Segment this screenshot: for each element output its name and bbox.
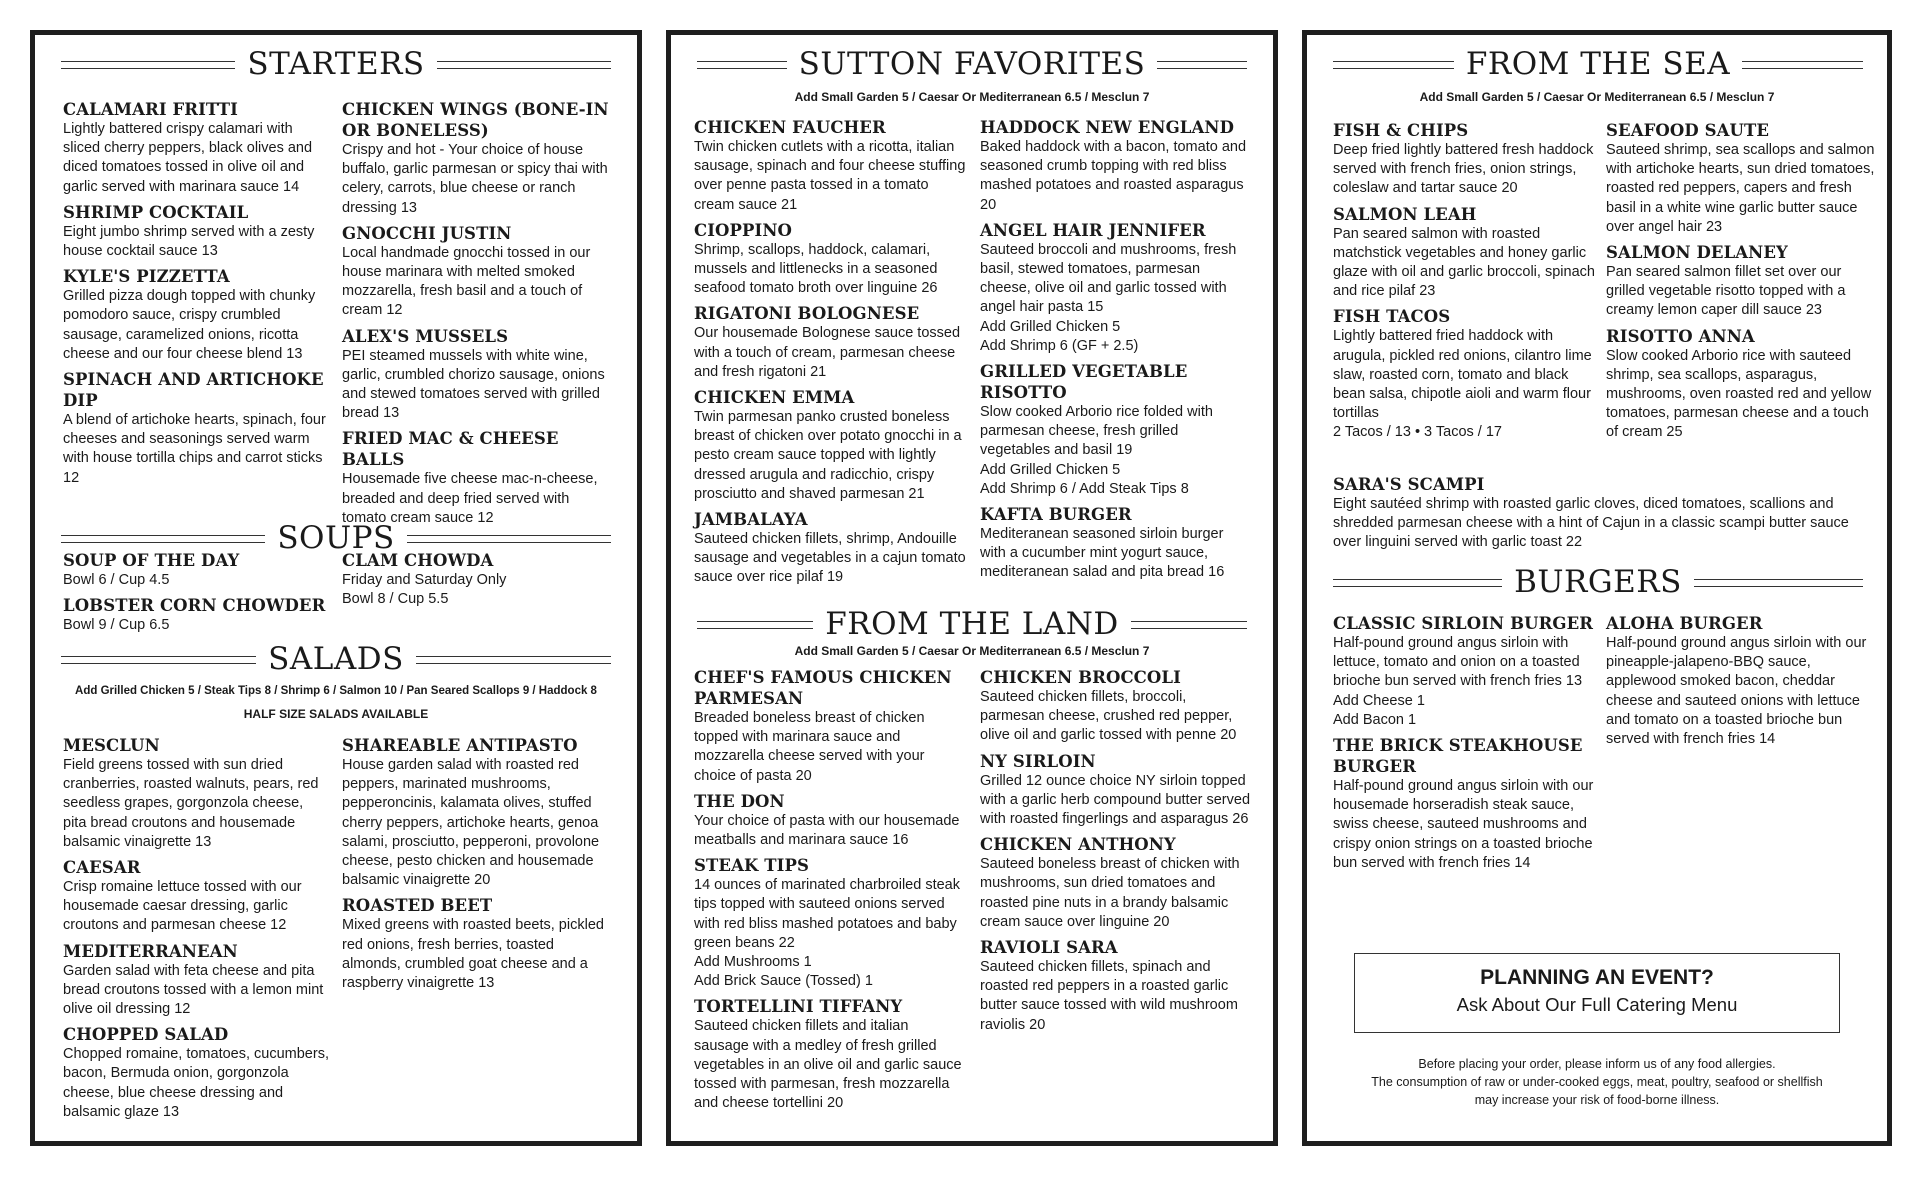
menu-item	[63, 266, 329, 364]
item-desc: Mediteranean seasoned sirloin burger with a cucumber mint yogurt sauce, mediteranean salad and pita bread 16	[980, 526, 1225, 581]
soups-left-column	[63, 550, 329, 640]
menu-item	[63, 202, 329, 261]
item-name: ANGEL HAIR JENNIFER	[980, 220, 1206, 240]
menu-item	[342, 223, 614, 321]
menu-item	[694, 117, 966, 215]
item-desc: 14 ounces of marinated charbroiled steak tips topped with sauteed onions served with red bliss mashed potatoes and baby green beans 22	[694, 877, 960, 951]
disclaimer-line: may increase your risk of food-borne illness.	[1474, 1093, 1720, 1107]
item-desc: Slow cooked Arborio rice with sauteed shrimp, sea scallops, asparagus, mushrooms, oven roasted red and yellow tomatoes, parmesan cheese and a touch of cream 25	[1606, 347, 1872, 441]
menu-item	[63, 595, 329, 635]
item-name: CHICKEN FAUCHER	[694, 118, 886, 137]
item-name: THE DON	[694, 791, 785, 811]
item-desc: Deep fried lightly battered fresh haddock served with french fries, onion strings, coleslaw and tartar sauce 20	[1333, 142, 1594, 197]
item-addon: 2 Tacos / 13 • 3 Tacos / 17	[1333, 424, 1502, 441]
item-addon: Add Grilled Chicken 5	[980, 318, 1121, 335]
item-desc: Half-pound ground angus sirloin with our housemade horseradish steak sauce, swiss cheese, sauteed mushrooms and crispy onion strings on a toasted brioche bun served with french fries 14	[1333, 778, 1594, 871]
item-name: FRIED MAC & CHEESE BALLS	[342, 429, 559, 470]
menu-item	[980, 751, 1252, 830]
item-desc: Sauteed chicken fillets, spinach and roasted red peppers in a roasted garlic butter sauce tossed with wild mushroom raviolis 20	[980, 959, 1238, 1033]
menu-item	[1333, 613, 1603, 730]
item-name: SHRIMP COCKTAIL	[63, 202, 249, 222]
menu-item	[1606, 613, 1876, 749]
item-name: SALMON DELANEY	[1606, 243, 1788, 263]
menu-item	[980, 220, 1252, 356]
menu-item	[342, 428, 614, 528]
disclaimer-line: The consumption of raw or under-cooked eggs, meat, poultry, seafood or shellfish	[1371, 1075, 1823, 1089]
menu-item	[1606, 242, 1876, 321]
menu-item	[342, 735, 614, 890]
item-desc: Eight sautéed shrimp with roasted garlic cloves, diced tomatoes, scallions and shredded parmesan cheese with a hint of Cajun in a classic scampi butter sauce over linguini served with garlic toast 22	[1333, 496, 1849, 551]
item-desc: Pan seared salmon with roasted matchstick vegetables and honey garlic glaze with oil and garlic broccoli, spinach and rice pilaf 23	[1333, 225, 1595, 300]
section-header-salads	[61, 641, 611, 677]
item-name: SOUP OF THE DAY	[63, 551, 240, 570]
sea-left-column	[1333, 120, 1603, 448]
menu-item	[342, 550, 614, 609]
favorites-addons: Add Small Garden 5 / Caesar Or Mediterranean 6.5 / Mesclun 7	[794, 90, 1150, 104]
item-name: JAMBALAYA	[694, 510, 808, 530]
salads-right-column	[342, 735, 614, 998]
item-desc: Half-pound ground angus sirloin with lettuce, tomato and onion on a toasted brioche bun served with french fries 13	[1333, 635, 1583, 690]
section-title: FROM THE LAND	[825, 606, 1119, 642]
menu-item	[980, 504, 1252, 583]
item-name: MEDITERRANEAN	[63, 941, 238, 961]
item-desc: Mixed greens with roasted beets, pickled red onions, fresh berries, toasted almonds, crumbled goat cheese and a raspberry vinaigrette 13	[342, 917, 604, 992]
land-addons: Add Small Garden 5 / Caesar Or Mediterranean 6.5 / Mesclun 7	[794, 644, 1150, 658]
item-name: RIGATONI BOLOGNESE	[694, 304, 920, 324]
item-name: GNOCCHI JUSTIN	[342, 223, 512, 243]
item-desc: A blend of artichoke hearts, spinach, four cheeses and seasonings served warm with house tortilla chips and carrot sticks 12	[63, 412, 326, 486]
allergy-disclaimer	[1317, 1055, 1877, 1109]
item-desc: PEI steamed mussels with white wine, garlic, crumbled chorizo sausage, onions and stewed tomatoes served with grilled bread 13	[342, 347, 605, 422]
item-name: GRILLED VEGETABLE RISOTTO	[980, 362, 1188, 403]
item-addon: Add Shrimp 6 (GF + 2.5)	[980, 337, 1139, 354]
item-name: RISOTTO ANNA	[1606, 326, 1755, 346]
menu-item	[63, 941, 329, 1020]
item-desc: Bowl 6 / Cup 4.5	[63, 572, 170, 588]
item-name: SEAFOOD SAUTE	[1606, 121, 1770, 140]
menu-item	[63, 735, 329, 852]
menu-item	[980, 361, 1252, 499]
item-desc: House garden salad with roasted red peppers, marinated mushrooms, pepperoncinis, kalamata olives, stuffed cherry peppers, artichoke hearts, genoa salami, prosciutto, pepperoni, provolone cheese, pesto chicken and housemade balsamic vinaigrette 20	[342, 757, 600, 889]
item-addon: Add Shrimp 6 / Add Steak Tips 8	[980, 480, 1189, 497]
item-desc: Crispy and hot - Your choice of house buffalo, garlic parmesan or spicy thai with celery, carrots, blue cheese or ranch dressing 13	[342, 142, 608, 216]
burgers-left-column	[1333, 613, 1603, 878]
menu-item	[694, 509, 966, 588]
item-addon: Add Cheese 1	[1333, 692, 1425, 709]
item-name: SARA'S SCAMPI	[1333, 475, 1485, 494]
section-title: BURGERS	[1514, 564, 1682, 600]
menu-item	[63, 1024, 329, 1122]
item-addon: Bowl 8 / Cup 5.5	[342, 591, 449, 608]
soups-right-column	[342, 550, 614, 614]
catering-callout	[1354, 953, 1840, 1033]
item-desc: Grilled pizza dough topped with chunky pomodoro sauce, crispy crumbled sausage, caramelized onions, ricotta cheese and our four cheese blend 13	[63, 288, 316, 362]
item-name: FISH TACOS	[1333, 307, 1451, 327]
menu-item	[694, 387, 966, 504]
favorites-right-column	[980, 117, 1252, 588]
menu-item	[63, 99, 329, 197]
menu-item	[980, 667, 1252, 746]
item-name: HADDOCK NEW ENGLAND	[980, 118, 1234, 137]
sea-wide-item	[1333, 474, 1878, 553]
sea-addons: Add Small Garden 5 / Caesar Or Mediterranean 6.5 / Mesclun 7	[1419, 90, 1775, 104]
item-desc: Sauteed shrimp, sea scallops and salmon with artichoke hearts, sun dried tomatoes, roasted red peppers, capers and fresh basil in a white wine garlic butter sauce over angel hair 23	[1606, 142, 1875, 235]
item-name: CIOPPINO	[694, 220, 793, 240]
menu-item	[694, 855, 966, 991]
item-addon: Add Grilled Chicken 5	[980, 461, 1121, 478]
item-name: SHAREABLE ANTIPASTO	[342, 736, 578, 755]
menu-item	[980, 117, 1252, 215]
section-header-starters	[61, 46, 611, 82]
menu-item	[1333, 120, 1603, 199]
burgers-right-column	[1606, 613, 1876, 754]
menu-item	[1333, 204, 1603, 302]
item-desc: Pan seared salmon fillet set over our grilled vegetable risotto topped with a creamy lemon caper dill sauce 23	[1606, 264, 1846, 319]
menu-item	[342, 326, 614, 424]
item-desc: Shrimp, scallops, haddock, calamari, mussels and littlenecks in a seasoned seafood tomato broth over linguine 26	[694, 241, 938, 297]
item-name: CHICKEN EMMA	[694, 388, 855, 408]
item-name: ROASTED BEET	[342, 896, 493, 916]
item-desc: Crisp romaine lettuce tossed with our housemade caesar dressing, garlic croutons and parmesan cheese 12	[63, 879, 302, 934]
item-desc: Friday and Saturday Only	[342, 572, 507, 588]
item-name: CHICKEN WINGS (BONE-IN OR BONELESS)	[342, 100, 609, 140]
section-header-burgers	[1333, 564, 1863, 600]
item-desc: Sauteed chicken fillets and italian sausage with a medley of fresh grilled vegetables in an olive oil and garlic sauce tossed with parmesan, fresh mozzarella and cheese tortellini 20	[694, 1018, 962, 1112]
item-desc: Slow cooked Arborio rice folded with parmesan cheese, fresh grilled vegetables and basil 19	[980, 404, 1213, 459]
item-name: CLAM CHOWDA	[342, 551, 494, 570]
item-name: NY SIRLOIN	[980, 751, 1096, 771]
menu-item	[694, 996, 966, 1113]
item-name: STEAK TIPS	[694, 856, 809, 876]
section-header-sea	[1333, 46, 1863, 82]
item-desc: Grilled 12 ounce choice NY sirloin topped with a garlic herb compound butter served with roasted fingerlings and asparagus 26	[980, 772, 1251, 828]
item-name: CHOPPED SALAD	[63, 1025, 229, 1045]
starters-left-column	[63, 99, 329, 493]
salads-left-column	[63, 735, 329, 1127]
item-desc: Breaded boneless breast of chicken topped with marinara sauce and mozzarella cheese served with your choice of pasta 20	[694, 710, 925, 784]
item-name: CHEF'S FAMOUS CHICKEN PARMESAN	[694, 668, 952, 708]
item-name: CAESAR	[63, 858, 141, 878]
item-desc: Lightly battered fried haddock with arugula, pickled red onions, cilantro lime slaw, roasted corn, tomato and black bean salsa, chipotle aioli and warm flour tortillas	[1333, 328, 1592, 422]
item-name: THE BRICK STEAKHOUSE BURGER	[1333, 736, 1583, 777]
item-name: CALAMARI FRITTI	[63, 100, 238, 119]
item-desc: Sauteed chicken fillets, broccoli, parmesan cheese, crushed red pepper, olive oil and garlic tossed with penne 20	[980, 689, 1237, 744]
menu-item	[694, 667, 966, 786]
menu-panel-favorites	[666, 30, 1278, 1146]
item-name: RAVIOLI SARA	[980, 938, 1118, 958]
item-desc: Chopped romaine, tomatoes, cucumbers, bacon, Bermuda onion, gorgonzola cheese, blue cheese dressing and balsamic glaze 13	[63, 1046, 329, 1120]
item-desc: Garden salad with feta cheese and pita bread croutons tossed with a lemon mint olive oil dressing 12	[63, 962, 324, 1018]
item-desc: Field greens tossed with sun dried cranberries, roasted walnuts, pears, red seedless grapes, gorgonzola cheese, pita bread croutons and housemade balsamic vinaigrette 13	[63, 757, 319, 850]
item-name: MESCLUN	[63, 736, 160, 755]
item-desc: Your choice of pasta with our housemade meatballs and marinara sauce 16	[694, 812, 960, 849]
land-right-column	[980, 667, 1252, 1040]
menu-item	[1333, 735, 1603, 873]
item-desc: Housemade five cheese mac-n-cheese, breaded and deep fried served with tomato cream sauce 12	[342, 471, 598, 526]
item-name: LOBSTER CORN CHOWDER	[63, 596, 326, 616]
item-addon: Add Brick Sauce (Tossed) 1	[694, 973, 873, 990]
item-desc: Twin chicken cutlets with a ricotta, italian sausage, spinach and four cheese stuffing over penne pasta tossed in a tomato cream sauce 21	[694, 139, 966, 213]
menu-item	[63, 369, 329, 488]
item-name: KYLE'S PIZZETTA	[63, 267, 230, 287]
item-name: ALOHA BURGER	[1606, 614, 1763, 633]
callout-title: PLANNING AN EVENT?	[1480, 966, 1714, 989]
sea-right-column	[1606, 120, 1876, 448]
menu-item	[63, 550, 329, 590]
item-desc: Sauteed boneless breast of chicken with mushrooms, sun dried tomatoes and roasted pine nuts in a brandy balsamic cream sauce over linguine 20	[980, 856, 1240, 930]
item-desc: Local handmade gnocchi tossed in our house marinara with melted smoked mozzarella, fresh basil and a touch of cream 12	[342, 244, 591, 319]
item-desc: Sauteed broccoli and mushrooms, fresh basil, stewed tomatoes, parmesan cheese, olive oil and garlic tossed with angel hair pasta 15	[980, 241, 1237, 316]
item-name: CHICKEN BROCCOLI	[980, 668, 1181, 687]
menu-item	[1333, 306, 1603, 442]
half-size-note: HALF SIZE SALADS AVAILABLE	[243, 707, 429, 721]
section-title: SUTTON FAVORITES	[798, 46, 1146, 82]
item-desc: Bowl 9 / Cup 6.5	[63, 617, 170, 634]
menu-panel-sea	[1302, 30, 1892, 1146]
item-desc: Twin parmesan panko crusted boneless breast of chicken over potato gnocchi in a pesto cream sauce topped with lightly dressed arugula and radicchio, crispy prosciutto and shaved parmesan 21	[694, 409, 962, 502]
callout-subtitle: Ask About Our Full Catering Menu	[1456, 994, 1738, 1015]
menu-item	[342, 895, 614, 993]
menu-item	[694, 791, 966, 850]
item-name: KAFTA BURGER	[980, 505, 1132, 525]
item-desc: Half-pound ground angus sirloin with our pineapple-jalapeno-BBQ sauce, applewood smoked bacon, cheddar cheese and sauteed onions with lettuce and tomato on a toasted brioche bun served with french fries 14	[1606, 635, 1867, 748]
menu-item	[63, 857, 329, 936]
item-desc: Our housemade Bolognese sauce tossed with a touch of cream, parmesan cheese and fresh rigatoni 21	[694, 325, 961, 380]
item-name: CLASSIC SIRLOIN BURGER	[1333, 614, 1594, 633]
item-name: TORTELLINI TIFFANY	[694, 997, 903, 1017]
menu-item	[694, 303, 966, 382]
menu-item	[980, 937, 1252, 1035]
item-name: ALEX'S MUSSELS	[342, 326, 509, 346]
starters-right-column	[342, 99, 614, 533]
menu-item	[694, 220, 966, 299]
item-desc: Lightly battered crispy calamari with sliced cherry peppers, black olives and diced tomatoes tossed in olive oil and garlic served with marinara sauce 14	[63, 121, 313, 195]
item-desc: Baked haddock with a bacon, tomato and seasoned crumb topping with red bliss mashed potatoes and roasted asparagus 20	[980, 139, 1247, 213]
item-addon: Add Mushrooms 1	[694, 954, 812, 971]
item-name: SPINACH AND ARTICHOKE DIP	[63, 370, 324, 411]
favorites-left-column	[694, 117, 966, 593]
item-name: FISH & CHIPS	[1333, 121, 1469, 140]
menu-item	[1606, 120, 1876, 237]
section-title: STARTERS	[247, 46, 425, 82]
item-desc: Eight jumbo shrimp served with a zesty house cocktail sauce 13	[63, 223, 315, 260]
menu-panel-starters	[30, 30, 642, 1146]
salad-addons: Add Grilled Chicken 5 / Steak Tips 8 / Shrimp 6 / Salmon 10 / Pan Seared Scallops 9 / Haddock 8	[75, 685, 597, 697]
item-desc: Sauteed chicken fillets, shrimp, Andouille sausage and vegetables in a cajun tomato sauce over rice pilaf 19	[694, 531, 966, 586]
menu-item	[1606, 326, 1876, 443]
item-name: SALMON LEAH	[1333, 204, 1477, 224]
section-title: SALADS	[268, 641, 404, 677]
land-left-column	[694, 667, 966, 1118]
section-header-land	[697, 606, 1247, 642]
section-header-favorites	[697, 46, 1247, 82]
section-title: FROM THE SEA	[1465, 46, 1731, 82]
item-addon: Add Bacon 1	[1333, 711, 1417, 728]
menu-item	[342, 99, 614, 218]
disclaimer-line: Before placing your order, please inform us of any food allergies.	[1418, 1057, 1776, 1071]
item-name: CHICKEN ANTHONY	[980, 835, 1176, 855]
menu-item	[980, 834, 1252, 932]
section-title: SOUPS	[277, 520, 395, 556]
